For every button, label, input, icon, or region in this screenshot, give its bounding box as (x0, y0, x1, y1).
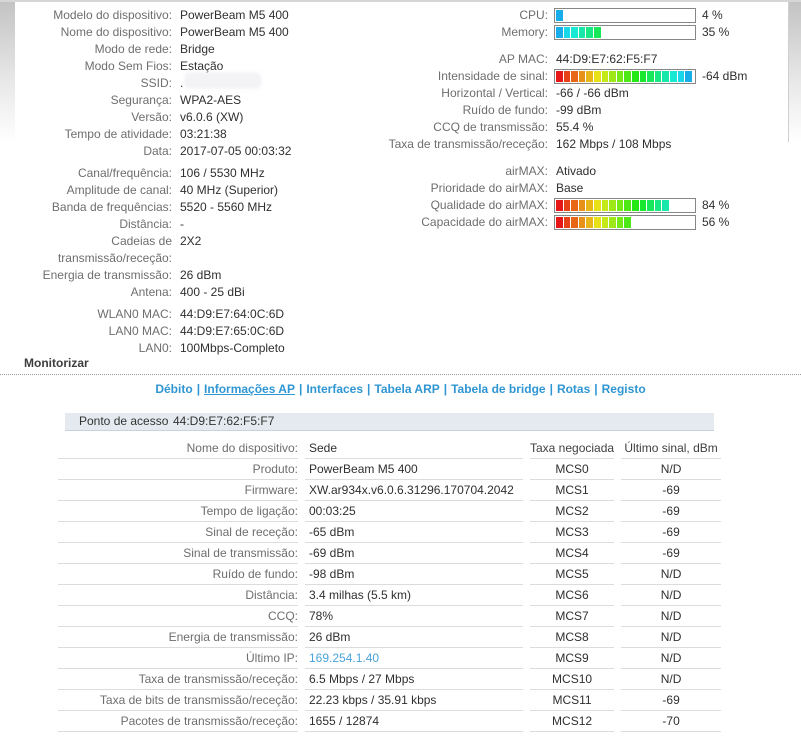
bar-segment (594, 10, 601, 21)
bar-segment (632, 27, 639, 38)
status-value: 03:21:38 (180, 127, 227, 141)
ap-row-label: Energia de transmissão: (58, 627, 298, 648)
bar-segment (647, 10, 654, 21)
ap-row-value: Sede (305, 438, 523, 459)
ap-row-label: Tempo de ligação: (58, 501, 298, 522)
bar-segment (670, 200, 677, 211)
bar-segment (579, 27, 586, 38)
table-row (58, 627, 721, 648)
mcs-signal-value: N/D (621, 669, 721, 690)
mcs-signal-value: N/D (621, 585, 721, 606)
mcs-rate-value: MCS7 (530, 606, 614, 627)
bar-segment (632, 71, 639, 82)
bar-segment (685, 10, 692, 21)
status-group (16, 165, 372, 301)
status-value: 2X2 (180, 234, 202, 248)
status-value: 162 Mbps / 108 Mbps (556, 137, 672, 151)
bar-segment (571, 200, 578, 211)
bar-segment (556, 27, 563, 38)
bar-segment (579, 10, 586, 21)
status-label: Nome do dispositivo: (60, 25, 172, 39)
bar-segment (564, 71, 571, 82)
status-row (16, 182, 372, 199)
status-value: WPA2-AES (180, 93, 242, 107)
status-label: LAN0 MAC: (108, 324, 172, 338)
mcs-signal-value: N/D (621, 627, 721, 648)
table-row (58, 459, 721, 480)
status-value: PowerBeam M5 400 (180, 25, 289, 39)
status-value: . (180, 76, 184, 90)
status-label: Canal/frequência: (77, 166, 172, 180)
mcs-signal-value: -70 (621, 711, 721, 732)
status-row (372, 51, 787, 68)
tab-separator: | (298, 382, 303, 396)
bar-segment (571, 71, 578, 82)
bar-segment (617, 200, 624, 211)
status-value: 2017-07-05 00:03:32 (180, 144, 292, 158)
bar-segment (617, 217, 624, 228)
bar-segment (579, 71, 586, 82)
usage-bar (554, 8, 696, 23)
status-label: WLAN0 MAC: (97, 307, 172, 321)
mcs-rate-value: MCS8 (530, 627, 614, 648)
status-label: Modelo do dispositivo: (53, 8, 172, 22)
bar-segment (647, 71, 654, 82)
ap-row-label: Último IP: (58, 648, 298, 669)
bar-segment (670, 10, 677, 21)
ap-row-value: PowerBeam M5 400 (305, 459, 523, 480)
mcs-signal-value: -69 (621, 690, 721, 711)
bar-segment (624, 10, 631, 21)
ap-row-value: 3.4 milhas (5.5 km) (305, 585, 523, 606)
status-row (16, 143, 372, 160)
bar-segment (602, 10, 609, 21)
tab-separator: | (196, 382, 201, 396)
status-label: Versão: (131, 110, 172, 124)
bar-segment (579, 217, 586, 228)
mcs-rate-value: MCS4 (530, 543, 614, 564)
bar-segment (556, 10, 563, 21)
status-row (16, 58, 372, 75)
status-label: Memory: (501, 25, 548, 39)
status-label: CCQ de transmissão: (433, 120, 548, 134)
status-bar-value: 56 % (702, 215, 730, 229)
mcs-rate-value: MCS11 (530, 690, 614, 711)
bar-segment (670, 71, 677, 82)
mcs-rate-value: MCS12 (530, 711, 614, 732)
access-point-mac: 44:D9:E7:62:F5:F7 (173, 414, 275, 428)
bar-segment (640, 71, 647, 82)
status-value: v6.0.6 (XW) (180, 110, 244, 124)
bar-segment (586, 200, 593, 211)
status-value: 44:D9:E7:65:0C:6D (180, 324, 285, 338)
bar-segment (556, 217, 563, 228)
ssid-redacted-blur (187, 75, 259, 86)
status-bar-value: -64 dBm (702, 69, 748, 83)
bar-segment (624, 217, 631, 228)
bar-segment (655, 200, 662, 211)
mcs-rate-value: MCS9 (530, 648, 614, 669)
ap-row-value: -69 dBm (305, 543, 523, 564)
bar-segment (655, 10, 662, 21)
status-row (16, 216, 372, 233)
status-group (372, 163, 787, 231)
mcs-signal-value: -69 (621, 543, 721, 564)
status-row (16, 24, 372, 41)
usage-bar (554, 25, 696, 40)
status-row (16, 267, 372, 284)
tab-separator: | (367, 382, 371, 396)
bar-segment (586, 27, 593, 38)
status-value: 100Mbps-Completo (180, 341, 285, 355)
bar-segment (609, 217, 616, 228)
status-bar-value: 4 % (702, 8, 723, 22)
tab-interfaces[interactable]: Interfaces (306, 382, 364, 396)
last-ip-link[interactable]: 169.254.1.40 (309, 651, 380, 665)
ap-row-value: XW.ar934x.v6.0.6.31296.170704.2042 (305, 480, 523, 501)
bar-segment (685, 200, 692, 211)
status-group (372, 51, 787, 153)
bar-segment (586, 217, 593, 228)
bar-segment (647, 217, 654, 228)
status-label: Segurança: (110, 93, 172, 107)
status-label: LAN0: (138, 341, 172, 355)
status-row (372, 85, 787, 102)
status-label: Energia de transmissão: (42, 268, 172, 282)
bar-segment (564, 10, 571, 21)
tab-tabela-de-bridge[interactable]: Tabela de bridge (451, 382, 546, 396)
table-row (58, 606, 721, 627)
bar-segment (586, 10, 593, 21)
mcs-signal-value: N/D (621, 606, 721, 627)
status-value: 106 / 5530 MHz (180, 166, 265, 180)
bar-segment (609, 71, 616, 82)
status-label: Cadeias de transmissão/receção: (57, 234, 172, 265)
status-row (16, 109, 372, 126)
status-row (372, 163, 787, 180)
ap-row-value: 22.23 kbps / 35.91 kbps (305, 690, 523, 711)
status-row (16, 323, 372, 340)
status-value: 400 - 25 dBi (180, 285, 245, 299)
bar-segment (609, 10, 616, 21)
status-label: Qualidade do airMAX: (430, 198, 548, 212)
status-row (372, 197, 787, 214)
bar-segment (594, 217, 601, 228)
status-row (16, 126, 372, 143)
mcs-signal-value: N/D (621, 564, 721, 585)
status-label: Antena: (130, 285, 172, 299)
access-point-header-label: Ponto de acesso (79, 414, 169, 428)
tab-registo[interactable]: Registo (601, 382, 646, 396)
status-row (372, 119, 787, 136)
status-row (16, 199, 372, 216)
bar-segment (609, 200, 616, 211)
table-row (58, 522, 721, 543)
bar-segment (602, 71, 609, 82)
ap-row-label: Distância: (58, 585, 298, 606)
bar-segment (655, 217, 662, 228)
bar-segment (632, 217, 639, 228)
bar-segment (662, 200, 669, 211)
status-bar-value: 84 % (702, 198, 730, 212)
bar-segment (564, 217, 571, 228)
status-label: Prioridade do airMAX: (430, 181, 548, 195)
bar-segment (647, 27, 654, 38)
status-row (16, 7, 372, 24)
signal-bar (554, 215, 696, 230)
bar-segment (556, 200, 563, 211)
status-value: Ativado (556, 164, 597, 178)
ap-row-value (305, 648, 523, 669)
status-group (372, 7, 787, 41)
status-group (16, 306, 372, 357)
ap-row-label: Taxa de bits de transmissão/receção: (58, 690, 298, 711)
status-value: 26 dBm (180, 268, 222, 282)
status-value: Estação (180, 59, 224, 73)
status-row (16, 340, 372, 357)
status-row (372, 24, 787, 41)
status-row (16, 41, 372, 58)
status-right-column (372, 7, 787, 354)
ap-row-label: Sinal de receção: (58, 522, 298, 543)
bar-segment (571, 217, 578, 228)
status-label: Modo Sem Fios: (84, 59, 172, 73)
status-value: -66 / -66 dBm (556, 86, 629, 100)
ap-row-value: -98 dBm (305, 564, 523, 585)
status-group (16, 7, 372, 160)
status-label: Distância: (119, 217, 172, 231)
status-row (372, 136, 787, 153)
bar-segment (678, 217, 685, 228)
tab-rotas[interactable]: Rotas (556, 382, 591, 396)
bar-segment (602, 200, 609, 211)
ap-row-label: Pacotes de transmissão/receção: (58, 711, 298, 732)
bar-segment (617, 71, 624, 82)
status-value: Base (556, 181, 584, 195)
ap-row-value: 78% (305, 606, 523, 627)
mcs-rate-column-header: Taxa negociada (530, 438, 614, 459)
tab-informacoes-ap[interactable]: Informações AP (204, 382, 295, 396)
status-row (16, 306, 372, 323)
tab-debito[interactable]: Débito (155, 382, 193, 396)
status-row (16, 233, 372, 267)
ap-row-label: Nome do dispositivo: (58, 438, 298, 459)
status-row (16, 75, 372, 92)
status-value: -99 dBm (556, 103, 602, 117)
tab-separator: | (549, 382, 553, 396)
signal-bar (554, 198, 696, 213)
table-row (58, 669, 721, 690)
table-row (58, 480, 721, 501)
status-value: - (180, 217, 184, 231)
bar-segment (640, 217, 647, 228)
bar-segment (640, 27, 647, 38)
status-value: 44:D9:E7:64:0C:6D (180, 307, 285, 321)
ap-row-label: Ruído de fundo: (58, 564, 298, 585)
tab-tabela-arp[interactable]: Tabela ARP (374, 382, 440, 396)
status-label: SSID: (140, 76, 172, 90)
table-row (58, 690, 721, 711)
access-point-header-row (65, 413, 714, 431)
status-label: Banda de frequências: (51, 200, 172, 214)
ap-row-label: Sinal de transmissão: (58, 543, 298, 564)
bar-segment (647, 200, 654, 211)
bar-segment (662, 27, 669, 38)
status-label: Intensidade de sinal: (437, 69, 548, 83)
mcs-rate-value: MCS10 (530, 669, 614, 690)
status-label: Tempo de atividade: (64, 127, 172, 141)
ap-row-label: Produto: (58, 459, 298, 480)
bar-segment (579, 200, 586, 211)
page-content (0, 2, 801, 732)
bar-segment (678, 200, 685, 211)
monitor-section-title: Monitorizar (0, 354, 801, 375)
status-row (16, 165, 372, 182)
mcs-rate-value: MCS3 (530, 522, 614, 543)
mcs-rate-value: MCS1 (530, 480, 614, 501)
mcs-signal-column-header: Último sinal, dBm (621, 438, 721, 459)
ap-row-label: Taxa de transmissão/receção: (58, 669, 298, 690)
bar-segment (670, 27, 677, 38)
bar-segment (571, 10, 578, 21)
status-label: Modo de rede: (94, 42, 172, 56)
status-row (372, 180, 787, 197)
bar-segment (556, 71, 563, 82)
bar-segment (624, 27, 631, 38)
status-left-column (16, 7, 372, 354)
status-value: 40 MHz (Superior) (180, 183, 279, 197)
mcs-rate-value: MCS0 (530, 459, 614, 480)
bar-segment (617, 27, 624, 38)
bar-segment (564, 27, 571, 38)
mcs-signal-value: N/D (621, 459, 721, 480)
mcs-rate-value: MCS6 (530, 585, 614, 606)
status-label: AP MAC: (498, 52, 548, 66)
mcs-signal-value: -69 (621, 522, 721, 543)
status-value: PowerBeam M5 400 (180, 8, 289, 22)
status-label: Capacidade do airMAX: (421, 215, 548, 229)
bar-segment (640, 200, 647, 211)
ap-row-value: -65 dBm (305, 522, 523, 543)
bar-segment (640, 10, 647, 21)
bar-segment (602, 27, 609, 38)
bar-segment (586, 71, 593, 82)
status-bar-value: 35 % (702, 25, 730, 39)
bar-segment (655, 71, 662, 82)
bar-segment (670, 217, 677, 228)
mcs-rate-value: MCS2 (530, 501, 614, 522)
mcs-rate-value: MCS5 (530, 564, 614, 585)
table-row (58, 438, 721, 459)
status-row (372, 7, 787, 24)
monitor-tabs (0, 375, 801, 396)
status-value: 44:D9:E7:62:F5:F7 (556, 52, 658, 66)
bar-segment (685, 27, 692, 38)
bar-segment (617, 10, 624, 21)
ap-row-value: 26 dBm (305, 627, 523, 648)
bar-segment (632, 10, 639, 21)
bar-segment (632, 200, 639, 211)
status-row (16, 92, 372, 109)
bar-segment (678, 10, 685, 21)
status-label: CPU: (519, 8, 548, 22)
ap-row-value: 6.5 Mbps / 27 Mbps (305, 669, 523, 690)
bar-segment (609, 27, 616, 38)
bar-segment (685, 217, 692, 228)
table-row (58, 543, 721, 564)
bar-segment (564, 200, 571, 211)
mcs-signal-value: -69 (621, 501, 721, 522)
status-row (372, 102, 787, 119)
bar-segment (624, 71, 631, 82)
table-row (58, 711, 721, 732)
status-label: Ruído de fundo: (462, 103, 548, 117)
status-row (16, 284, 372, 301)
bar-segment (602, 217, 609, 228)
ap-row-label: CCQ: (58, 606, 298, 627)
bar-segment (662, 71, 669, 82)
status-value: 5520 - 5560 MHz (180, 200, 273, 214)
status-label: airMAX: (505, 164, 548, 178)
ap-info-table (51, 438, 728, 732)
status-section (0, 2, 801, 354)
status-label: Data: (143, 144, 172, 158)
bar-segment (624, 200, 631, 211)
status-row (372, 214, 787, 231)
ap-row-value: 00:03:25 (305, 501, 523, 522)
mcs-signal-value: N/D (621, 648, 721, 669)
table-row (58, 585, 721, 606)
table-row (58, 501, 721, 522)
ap-row-value: 1655 / 12874 (305, 711, 523, 732)
bar-segment (594, 200, 601, 211)
bar-segment (662, 10, 669, 21)
status-value: Bridge (180, 42, 215, 56)
tab-separator: | (443, 382, 448, 396)
bar-segment (571, 27, 578, 38)
bar-segment (594, 27, 601, 38)
signal-bar (554, 69, 696, 84)
mcs-signal-value: -69 (621, 480, 721, 501)
status-row (372, 68, 787, 85)
bar-segment (685, 71, 692, 82)
status-label: Taxa de transmissão/receção: (388, 137, 548, 151)
tab-separator: | (594, 382, 598, 396)
bar-segment (594, 71, 601, 82)
ap-row-label: Firmware: (58, 480, 298, 501)
status-label: Horizontal / Vertical: (441, 86, 548, 100)
table-row (58, 648, 721, 669)
status-label: Amplitude de canal: (66, 183, 172, 197)
bar-segment (662, 217, 669, 228)
bar-segment (655, 27, 662, 38)
status-value: 55.4 % (556, 120, 594, 134)
table-row (58, 564, 721, 585)
bar-segment (678, 71, 685, 82)
bar-segment (678, 27, 685, 38)
